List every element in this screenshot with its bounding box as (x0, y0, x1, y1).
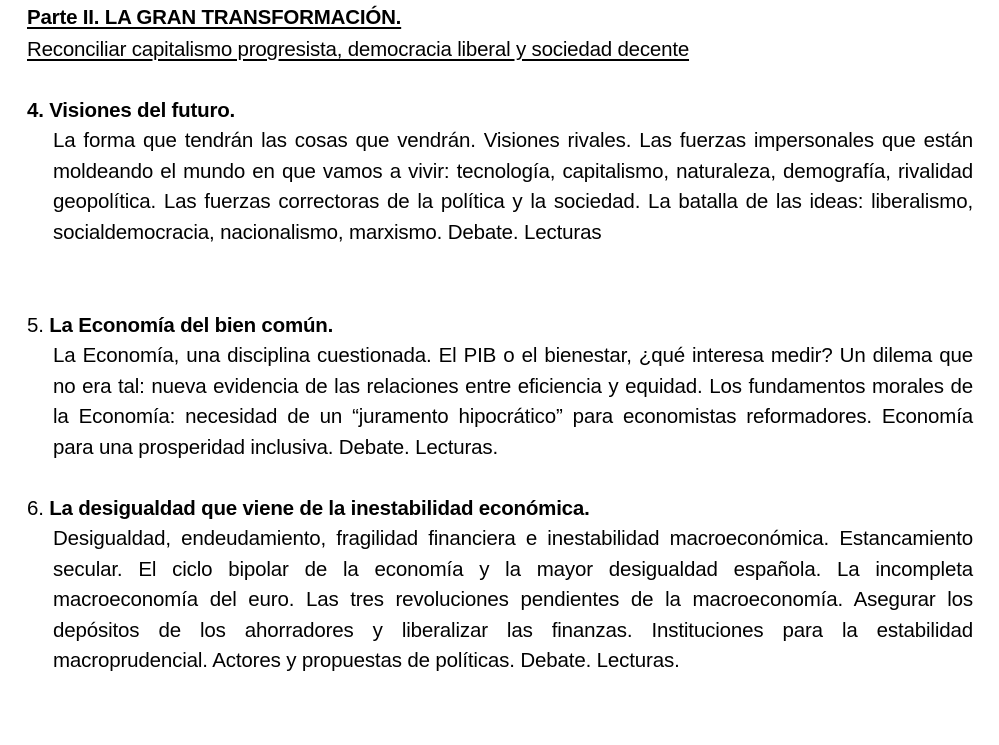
section-title: La Economía del bien común. (49, 314, 334, 337)
section-4 (27, 96, 973, 248)
section-heading (27, 494, 973, 524)
section-5 (27, 311, 973, 463)
section-6 (27, 494, 973, 677)
section-title: Visiones del futuro. (49, 99, 236, 122)
section-body: La forma que tendrán las cosas que vendrán. Visiones rivales. Las fuerzas impersonales que están moldeando el mundo en que vamos a vivir: tecnología, capitalismo, naturaleza, demografía, rivalidad geopolítica. Las fuerzas correctoras de la política y la sociedad. La batalla de las ideas: liberalismo, socialdemocracia, nacionalismo, marxismo. Debate. Lecturas (53, 129, 973, 244)
part-title: Parte II. LA GRAN TRANSFORMACIÓN. (27, 6, 402, 29)
section-body: Desigualdad, endeudamiento, fragilidad financiera e inestabilidad macroeconómica. Estancamiento secular. El ciclo bipolar de la economía y la mayor desigualdad española. La incompleta macroeconomía del euro. Las tres revoluciones pendientes de la macroeconomía. Asegurar los depósitos de los ahorradores y liberalizar las finanzas. Instituciones para la estabilidad macroprudencial. Actores y propuestas de políticas. Debate. Lecturas. (53, 527, 973, 672)
section-heading (27, 311, 973, 341)
part-subtitle: Reconciliar capitalismo progresista, democracia liberal y sociedad decente (27, 38, 690, 61)
section-body: La Economía, una disciplina cuestionada. El PIB o el bienestar, ¿qué interesa medir? Un dilema que no era tal: nueva evidencia de las relaciones entre eficiencia y equidad. Los fundamentos morales de la Economía: necesidad de un “juramento hipocrático” para economistas reformadores. Economía para una prosperidad inclusiva. Debate. Lecturas. (53, 344, 973, 459)
section-number: 6. (27, 497, 44, 520)
section-heading (27, 96, 973, 126)
section-title: La desigualdad que viene de la inestabilidad económica. (49, 497, 590, 520)
section-number: 4. (27, 99, 44, 122)
section-number: 5. (27, 314, 44, 337)
